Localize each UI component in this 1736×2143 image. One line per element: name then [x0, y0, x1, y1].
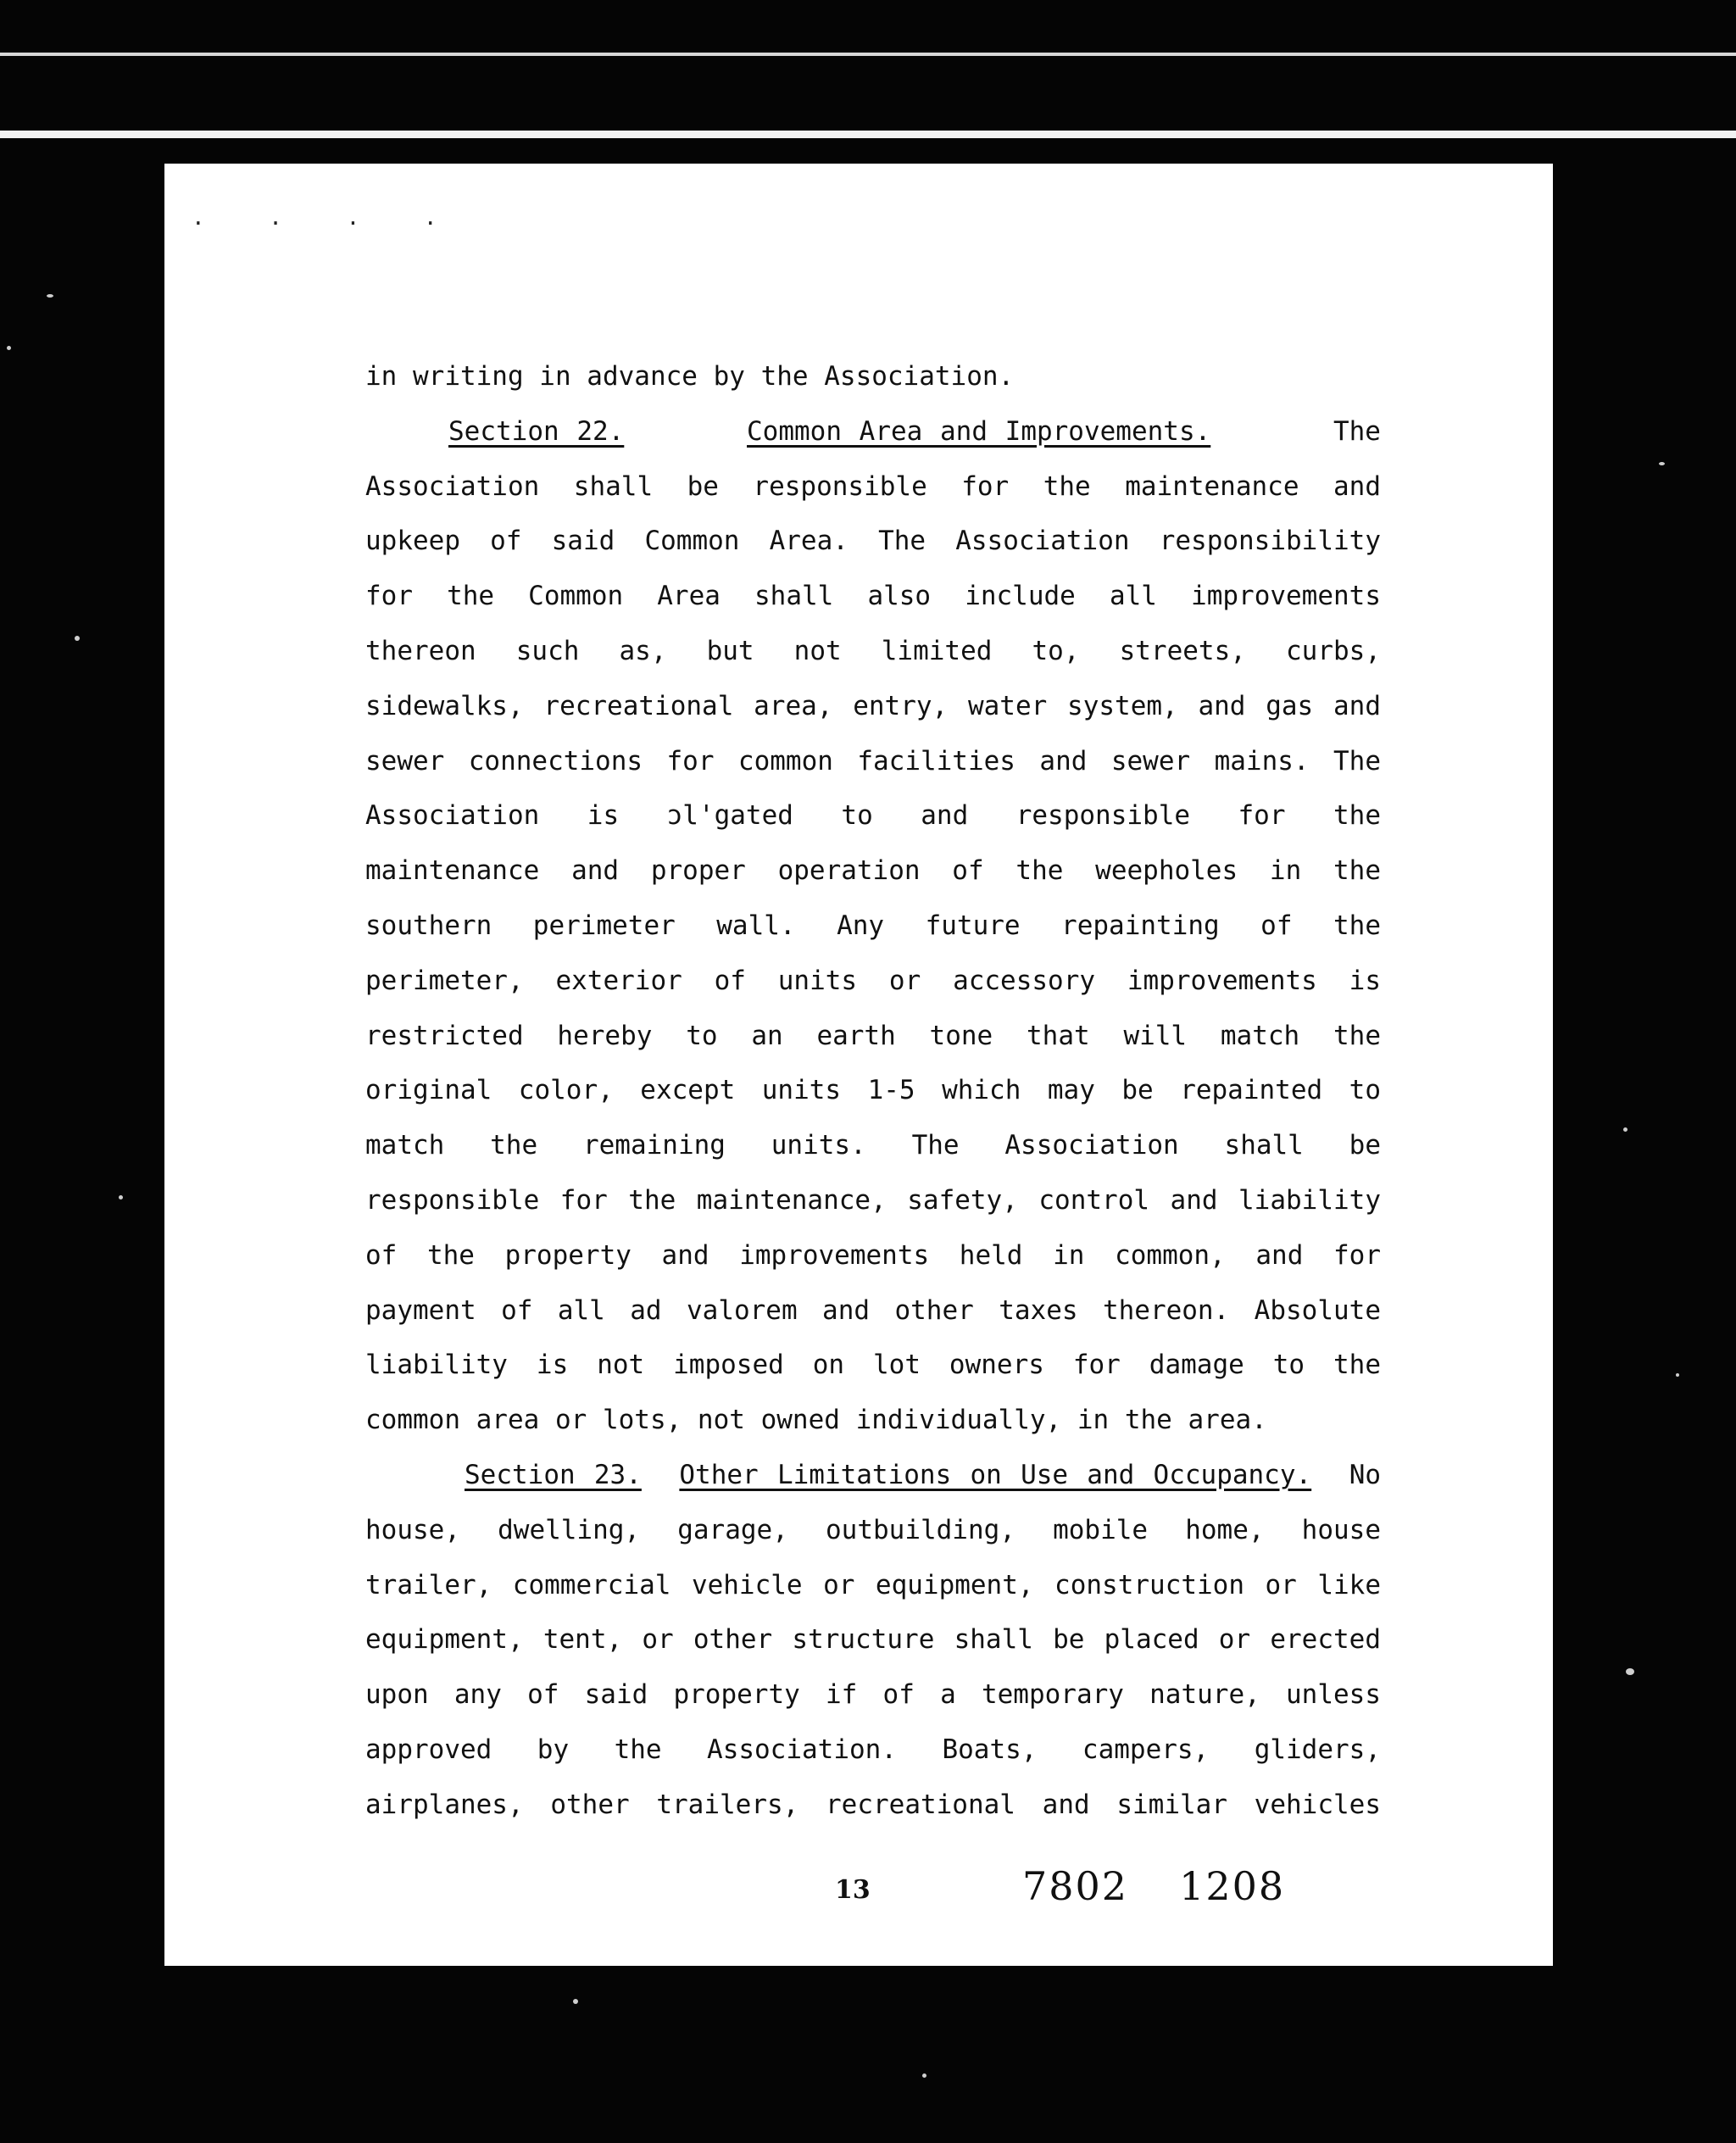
text-line: Association is ɔl'gated to and responsible for the	[365, 800, 1381, 832]
text-line: common area or lots, not owned individually, in the area.	[365, 1405, 1267, 1436]
text-line: restricted hereby to an earth tone that will match the	[365, 1020, 1381, 1051]
text-line: liability is not imposed on lot owners for damage to the	[365, 1350, 1381, 1381]
page-number: 13	[835, 1875, 871, 1905]
scan-speck	[1623, 1127, 1628, 1132]
text-line: for the Common Area shall also include all improvements	[365, 581, 1381, 612]
section-22-heading: Section 22.	[448, 415, 625, 447]
text-line: Association shall be responsible for the maintenance and	[365, 470, 1381, 502]
section-22-title: Common Area and Improvements.	[747, 415, 1211, 447]
scan-speck	[7, 346, 11, 350]
text-line: southern perimeter wall. Any future repainting of the	[365, 910, 1381, 941]
scan-speck	[922, 2073, 926, 2078]
scan-speck	[573, 1999, 578, 2004]
recording-stamp	[1022, 1863, 1285, 1909]
scan-speck	[1626, 1668, 1634, 1675]
section-23-title: Other Limitations on Use and Occupancy.	[679, 1459, 1312, 1490]
text-line: upon any of said property if of a temporary nature, unless	[365, 1679, 1381, 1711]
stamp-book-number: 7802	[1022, 1863, 1129, 1909]
text-line: payment of all ad valorem and other taxes thereon. Absolute	[365, 1294, 1381, 1326]
text-fragment: The	[1333, 415, 1381, 447]
section-23-line	[365, 1448, 1381, 1503]
scan-marks: . . . .	[192, 205, 463, 231]
text-line: equipment, tent, or other structure shall be placed or erected	[365, 1624, 1381, 1656]
stamp-page-number: 1208	[1179, 1863, 1286, 1909]
text-line: responsible for the maintenance, safety, control and liability	[365, 1184, 1381, 1216]
text-line: trailer, commercial vehicle or equipment, construction or like	[365, 1569, 1381, 1600]
text-line: house, dwelling, garage, outbuilding, mobile home, house	[365, 1514, 1381, 1545]
scan-speck	[1659, 462, 1665, 465]
text-line: sidewalks, recreational area, entry, water system, and gas and	[365, 690, 1381, 721]
section-22-line	[365, 404, 1381, 459]
scan-speck	[1676, 1373, 1679, 1377]
scan-border-line	[0, 131, 1736, 138]
text-fragment: No	[1349, 1459, 1382, 1490]
scan-speck	[75, 636, 80, 641]
text-line: original color, except units 1-5 which may be repainted to	[365, 1075, 1381, 1106]
scan-border-line	[0, 53, 1736, 56]
text-line: approved by the Association. Boats, campers, gliders,	[365, 1734, 1381, 1765]
text-line: of the property and improvements held in common, and for	[365, 1239, 1381, 1271]
scan-speck	[119, 1195, 123, 1200]
section-23-heading: Section 23.	[465, 1459, 642, 1490]
text-line: match the remaining units. The Association shall be	[365, 1130, 1381, 1161]
text-line: thereon such as, but not limited to, streets, curbs,	[365, 635, 1381, 666]
text-line: maintenance and proper operation of the weepholes in the	[365, 855, 1381, 887]
text-line: perimeter, exterior of units or accessory improvements is	[365, 965, 1381, 996]
scan-speck	[47, 294, 53, 298]
text-line: upkeep of said Common Area. The Association responsibility	[365, 526, 1381, 557]
text-line: in writing in advance by the Association.	[365, 361, 1015, 392]
text-line: sewer connections for common facilities and sewer mains. The	[365, 745, 1381, 776]
text-line: airplanes, other trailers, recreational and similar vehicles	[365, 1789, 1381, 1820]
body-text	[365, 349, 1381, 1833]
